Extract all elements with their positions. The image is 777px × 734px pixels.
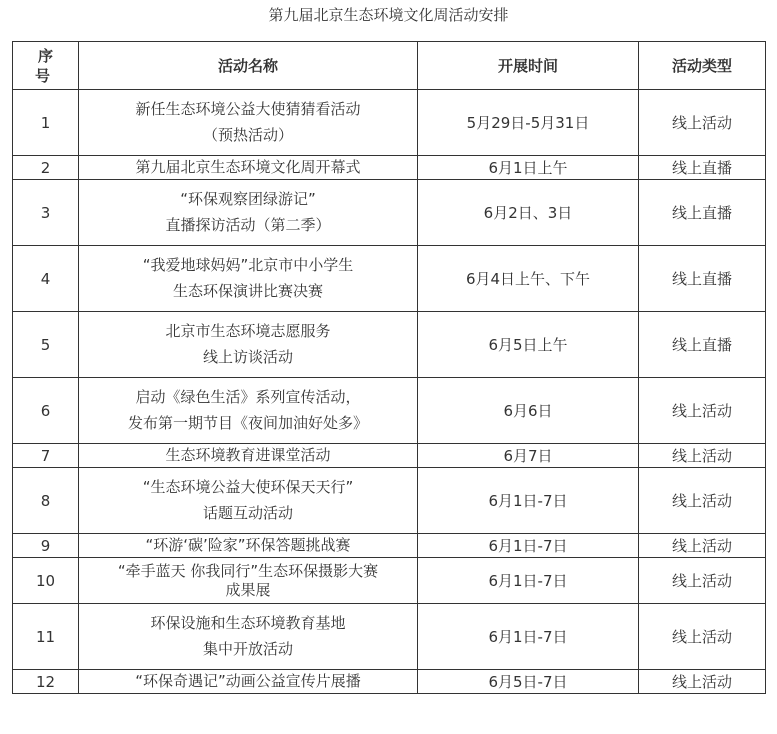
- cell-name-line: 线上访谈活动: [202, 348, 293, 366]
- cell-name: [79, 156, 418, 180]
- table-row: [13, 180, 766, 246]
- cell-name-line: 环保设施和生态环境教育基地: [150, 614, 346, 632]
- cell-type: 线上活动: [639, 468, 766, 534]
- cell-name-line: “生态环境公益大使环保天天行”: [142, 478, 354, 496]
- cell-name: [79, 534, 418, 558]
- table-row: [13, 670, 766, 694]
- cell-name-line: 直播探访活动（第二季）: [165, 216, 331, 234]
- cell-type: 线上活动: [639, 558, 766, 604]
- cell-no: 12: [13, 670, 79, 694]
- cell-name-line: （预热活动）: [202, 126, 293, 144]
- cell-time: 5月29日-5月31日: [418, 90, 639, 156]
- cell-name: [79, 558, 418, 604]
- activity-schedule-table: [12, 41, 766, 694]
- cell-no: 5: [13, 312, 79, 378]
- cell-name-line: 发布第一期节目《夜间加油好处多》: [127, 414, 368, 432]
- header-type: 活动类型: [639, 42, 766, 90]
- table-row: [13, 90, 766, 156]
- cell-name: [79, 312, 418, 378]
- cell-type: 线上活动: [639, 534, 766, 558]
- cell-name: [79, 180, 418, 246]
- cell-name: [79, 670, 418, 694]
- cell-name-line: “环保奇遇记”动画公益宣传片展播: [135, 672, 361, 690]
- cell-name-line: 第九届北京生态环境文化周开幕式: [135, 158, 361, 176]
- cell-name: [79, 246, 418, 312]
- cell-time: 6月4日上午、下午: [418, 246, 639, 312]
- cell-no: 7: [13, 444, 79, 468]
- cell-type: 线上活动: [639, 444, 766, 468]
- cell-name: [79, 90, 418, 156]
- cell-type: 线上直播: [639, 246, 766, 312]
- cell-no: 3: [13, 180, 79, 246]
- table-row: [13, 156, 766, 180]
- cell-type: 线上活动: [639, 670, 766, 694]
- cell-name-line: 新任生态环境公益大使猜猜看活动: [135, 100, 361, 118]
- cell-type: 线上直播: [639, 312, 766, 378]
- cell-type: 线上活动: [639, 378, 766, 444]
- header-time: 开展时间: [418, 42, 639, 90]
- cell-type: 线上直播: [639, 156, 766, 180]
- cell-time: 6月1日-7日: [418, 558, 639, 604]
- cell-no: 8: [13, 468, 79, 534]
- cell-type: 线上活动: [639, 604, 766, 670]
- cell-no: 4: [13, 246, 79, 312]
- cell-name-line: “牵手蓝天 你我同行”生态环保摄影大赛: [117, 561, 379, 580]
- cell-time: 6月1日-7日: [418, 468, 639, 534]
- page-title: 第九届北京生态环境文化周活动安排: [268, 6, 509, 24]
- cell-time: 6月1日-7日: [418, 534, 639, 558]
- cell-name: [79, 378, 418, 444]
- cell-name: [79, 468, 418, 534]
- table-row: [13, 444, 766, 468]
- header-name: 活动名称: [79, 42, 418, 90]
- cell-no: 6: [13, 378, 79, 444]
- cell-name-line: 集中开放活动: [202, 640, 293, 658]
- cell-time: 6月1日-7日: [418, 604, 639, 670]
- table-row: [13, 378, 766, 444]
- cell-name-line: 成果展: [225, 580, 271, 599]
- header-no-line2: 号: [35, 66, 51, 85]
- cell-type: 线上活动: [639, 90, 766, 156]
- cell-time: 6月6日: [418, 378, 639, 444]
- table-row: [13, 604, 766, 670]
- cell-name: [79, 444, 418, 468]
- cell-name-line: “环保观察团绿游记”: [180, 190, 316, 208]
- cell-no: 1: [13, 90, 79, 156]
- cell-name-line: 启动《绿色生活》系列宣传活动，: [135, 388, 361, 406]
- table-row: [13, 534, 766, 558]
- cell-time: 6月5日上午: [418, 312, 639, 378]
- cell-time: 6月7日: [418, 444, 639, 468]
- cell-type: 线上直播: [639, 180, 766, 246]
- table-row: [13, 558, 766, 604]
- cell-name-line: 北京市生态环境志愿服务: [165, 322, 331, 340]
- cell-name-line: “环游‘碳’险家”环保答题挑战赛: [145, 536, 351, 554]
- header-no: [13, 42, 79, 90]
- cell-no: 10: [13, 558, 79, 604]
- table-row: [13, 468, 766, 534]
- table-body: [13, 90, 766, 694]
- cell-name-line: 生态环境教育进课堂活动: [165, 446, 331, 464]
- table-row: [13, 246, 766, 312]
- table-row: [13, 312, 766, 378]
- cell-name-line: “我爱地球妈妈”北京市中小学生: [142, 256, 354, 274]
- cell-name-line: 话题互动活动: [202, 504, 293, 522]
- cell-time: 6月1日上午: [418, 156, 639, 180]
- table-header-row: [13, 42, 766, 90]
- cell-no: 9: [13, 534, 79, 558]
- header-no-line1: 序: [37, 46, 53, 65]
- cell-no: 11: [13, 604, 79, 670]
- cell-name-line: 生态环保演讲比赛决赛: [172, 282, 323, 300]
- cell-time: 6月2日、3日: [418, 180, 639, 246]
- cell-name: [79, 604, 418, 670]
- cell-no: 2: [13, 156, 79, 180]
- cell-time: 6月5日-7日: [418, 670, 639, 694]
